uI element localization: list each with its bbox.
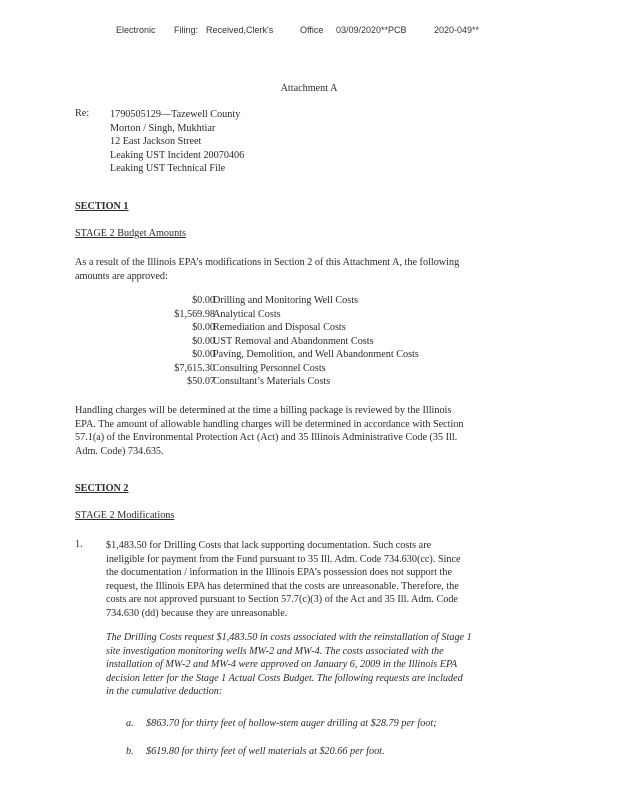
section-1-intro bbox=[75, 256, 535, 283]
deduction-sub-item bbox=[126, 746, 385, 757]
paragraph-line: As a result of the Illinois EPA’s modifications in Section 2 of this Attachment A, the following bbox=[75, 257, 460, 268]
re-label: Re: bbox=[75, 108, 90, 119]
paragraph-line: Adm. Code) 734.635. bbox=[75, 445, 164, 457]
paragraph-line: costs are not approved pursuant to Section 57.7(c)(3) of the Act and 35 Ill. Adm. Code bbox=[106, 594, 458, 605]
re-line: 1790505129—Tazewell County bbox=[110, 109, 241, 120]
sub-item-letter: b. bbox=[126, 746, 134, 757]
budget-amount-row bbox=[75, 362, 495, 376]
filing-header-docket: 2020-049** bbox=[434, 25, 480, 35]
paragraph-line: The Drilling Costs request $1,483.50 in costs associated with the reinstallation of Stage 1 bbox=[106, 632, 472, 643]
paragraph-line: EPA. The amount of allowable handling charges will be determined in accordance with Section bbox=[75, 418, 464, 430]
paragraph-line: ineligible for payment from the Fund pursuant to 35 Ill. Adm. Code 734.630(cc). Since bbox=[106, 553, 461, 565]
budget-amount-label: UST Removal and Abandonment Costs bbox=[213, 335, 374, 347]
budget-amount-label: Consulting Personnel Costs bbox=[213, 362, 326, 374]
sub-item-text: $619.80 for thirty feet of well materials at $20.66 per foot. bbox=[146, 746, 385, 757]
budget-amount-label: Analytical Costs bbox=[213, 308, 281, 320]
modification-explanation bbox=[106, 631, 526, 699]
budget-amounts-table bbox=[75, 294, 495, 389]
paragraph-line: 57.1(a) of the Environmental Protection Act (Act) and 35 Illinois Administrative Code (35 Ill. bbox=[75, 432, 458, 443]
budget-amount-value: $0.00 bbox=[192, 322, 215, 333]
budget-amount-row bbox=[75, 335, 495, 349]
re-line: Leaking UST Incident 20070406 bbox=[110, 149, 245, 161]
budget-amount-row bbox=[75, 321, 495, 335]
sub-item-letter: a. bbox=[126, 718, 134, 729]
deduction-sub-item bbox=[126, 718, 437, 729]
budget-amount-label: Remediation and Disposal Costs bbox=[213, 322, 346, 333]
paragraph-line: request, the Illinois EPA has determined that the costs are unreasonable. Therefore, the bbox=[106, 580, 459, 592]
re-line: Morton / Singh, Mukhtiar bbox=[110, 122, 216, 134]
sub-item-text: $863.70 for thirty feet of hollow-stem auger drilling at $28.79 per foot; bbox=[146, 718, 437, 729]
paragraph-line: $1,483.50 for Drilling Costs that lack supporting documentation. Such costs are bbox=[106, 540, 432, 551]
paragraph-line: amounts are approved: bbox=[75, 270, 168, 282]
budget-amount-row bbox=[75, 348, 495, 362]
budget-amount-value: $1,569.98 bbox=[174, 308, 215, 320]
attachment-title: Attachment A bbox=[280, 83, 338, 94]
filing-header-received: Received,Clerk's bbox=[206, 25, 274, 35]
re-block bbox=[110, 108, 244, 176]
paragraph-line: site investigation monitoring wells MW-2 and MW-4. The costs associated with the bbox=[106, 645, 444, 657]
budget-amount-value: $50.07 bbox=[186, 376, 215, 387]
budget-amount-row bbox=[75, 294, 495, 308]
paragraph-line: the documentation / information in the Illinois EPA’s possession does not support the bbox=[106, 567, 452, 578]
filing-header-electronic: Electronic bbox=[116, 25, 156, 35]
filing-header-office: Office bbox=[300, 25, 324, 35]
budget-amount-label: Paving, Demolition, and Well Abandonment Costs bbox=[213, 349, 419, 360]
budget-amount-label: Drilling and Monitoring Well Costs bbox=[213, 295, 359, 306]
filing-header-filing: Filing: bbox=[174, 25, 199, 35]
budget-amount-value: $7,615.30 bbox=[174, 362, 215, 374]
section-2-stage-heading: STAGE 2 Modifications bbox=[75, 510, 175, 521]
section-1-stage-heading: STAGE 2 Budget Amounts bbox=[75, 228, 186, 239]
budget-amount-value: $0.00 bbox=[192, 335, 215, 347]
paragraph-line: Handling charges will be determined at the time a billing package is reviewed by the Illinois bbox=[75, 405, 452, 416]
budget-amount-value: $0.00 bbox=[192, 349, 215, 360]
paragraph-line: installation of MW-2 and MW-4 were approved on January 6, 2009 in the Illinois EPA bbox=[106, 659, 458, 670]
modification-item-body bbox=[106, 539, 516, 620]
re-line: 12 East Jackson Street bbox=[110, 136, 202, 147]
budget-amount-row bbox=[75, 308, 495, 322]
paragraph-line: in the cumulative deduction: bbox=[106, 686, 223, 697]
paragraph-line: 734.630 (dd) because they are unreasonable. bbox=[106, 607, 288, 619]
modification-item-number: 1. bbox=[75, 539, 83, 550]
filing-header-date: 03/09/2020**PCB bbox=[336, 25, 407, 35]
budget-amount-value: $0.00 bbox=[192, 295, 215, 306]
budget-amount-label: Consultant’s Materials Costs bbox=[213, 376, 331, 387]
handling-charges-paragraph bbox=[75, 404, 535, 458]
re-line: Leaking UST Technical File bbox=[110, 163, 226, 174]
section-2-heading: SECTION 2 bbox=[75, 483, 129, 494]
paragraph-line: decision letter for the Stage 1 Actual Costs Budget. The following requests are included bbox=[106, 672, 463, 684]
budget-amount-row bbox=[75, 375, 495, 389]
section-1-heading: SECTION 1 bbox=[75, 201, 129, 212]
